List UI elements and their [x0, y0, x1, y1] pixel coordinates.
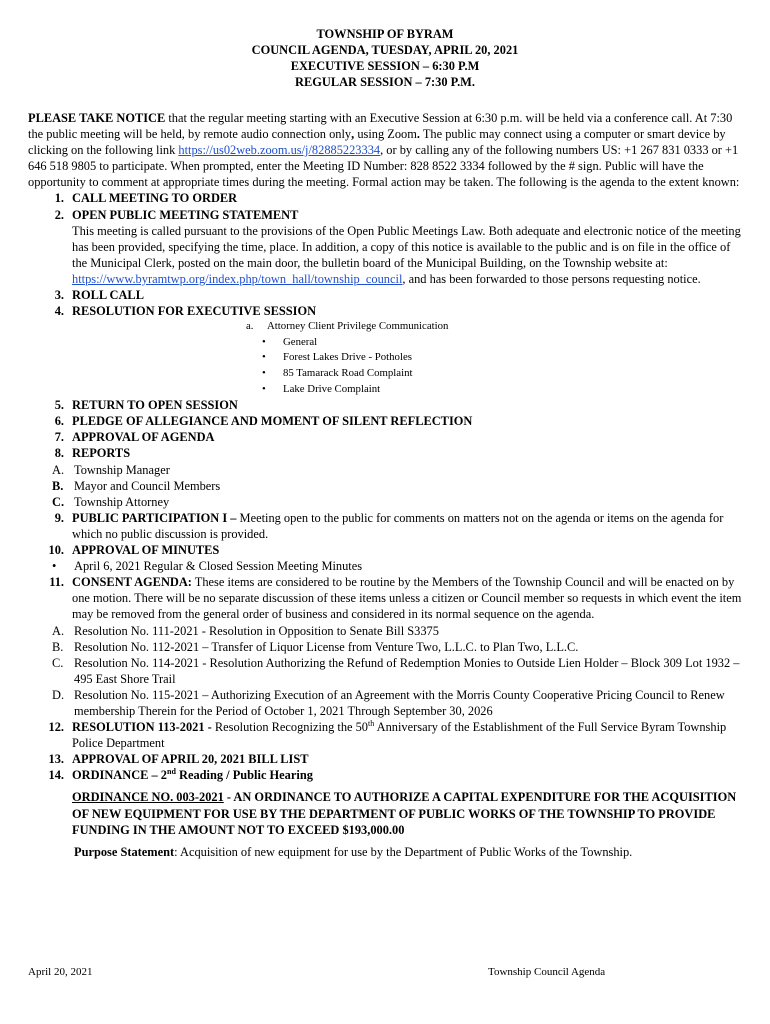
item-title: APPROVAL OF AGENDA: [72, 430, 215, 445]
consent-entry: [28, 639, 744, 655]
purpose-text: : Acquisition of new equipment for use by the Department of Public Works of the Township.: [174, 844, 633, 859]
consent-title: Resolution No. 114-2021 - Resolution Authorizing the Refund of Redemption Monies to Outside Lien Holder – Block 309 Lot 1932 – 495 East Shore Trail: [74, 655, 740, 686]
opma-text-2: , and has been forwarded to those persons requesting notice.: [402, 271, 701, 286]
notice-text-3: , or by calling any of the following numbers US: +1 267 831 0333 or +1 646 518 9805 to participate. When prompted, enter the Meeting ID Number: 828 8522 3334 followed by the # sign. Public will have the opportunity to comment at appropriate times during the meeting. Formal action may be taken. The following is the agenda to the extent known:: [28, 143, 740, 190]
page-footer: [28, 964, 744, 980]
agenda-items: [28, 190, 744, 859]
ordinance-number: ORDINANCE NO. 003-2021: [72, 790, 224, 805]
consent-letter: C.: [52, 655, 64, 670]
item-number: 9.: [54, 510, 64, 525]
item-title: RESOLUTION 113-2021 -: [72, 720, 215, 735]
agenda-item-3: [28, 287, 744, 303]
exec-topic: • Lake Drive Complaint: [260, 382, 744, 398]
item-number: 12.: [48, 720, 64, 735]
report-entry: [28, 462, 744, 478]
report-letter: A.: [52, 462, 65, 477]
township-title: TOWNSHIP OF BYRAM: [316, 27, 454, 41]
report-title: Township Manager: [74, 462, 170, 477]
report-letter: C.: [52, 494, 65, 509]
report-title: Mayor and Council Members: [74, 478, 221, 493]
ordinance-heading: [72, 789, 744, 837]
township-council-link[interactable]: https://www.byramtwp.org/index.php/town_hall/township_council: [72, 271, 403, 286]
agenda-item-13: [28, 751, 744, 767]
exec-topic: • 85 Tamarack Road Complaint: [260, 366, 744, 382]
item-title: PLEDGE OF ALLEGIANCE AND MOMENT OF SILENT REFLECTION: [72, 414, 473, 429]
report-entry: [28, 494, 744, 510]
item-title: CONSENT AGENDA:: [72, 575, 192, 590]
item-title: APPROVAL OF MINUTES: [72, 543, 220, 558]
agenda-body: [28, 110, 744, 860]
item-number: 13.: [48, 752, 64, 767]
item-title: ROLL CALL: [72, 288, 144, 303]
item-body: Meeting open to the public for comments on matters not on the agenda or items on the agenda for which no public discussion is provided.: [72, 510, 724, 541]
consent-letter: D.: [52, 687, 65, 702]
consent-list: [28, 623, 744, 720]
item-body: These items are considered to be routine by the Members of the Township Council and will be enacted on by one motion. There will be no separate discussion of these items unless a citizen or Council member so requests in which event the item may be removed from the general order of business and considered in its normal sequence on the agenda.: [72, 575, 742, 622]
exec-subitem-title: Attorney Client Privilege Communication: [267, 320, 449, 333]
agenda-item-11: [28, 574, 744, 719]
item-title: PUBLIC PARTICIPATION I –: [72, 510, 240, 525]
agenda-item-4: [28, 303, 744, 397]
notice-text-1: that the regular meeting starting with an Executive Session at 6:30 p.m. will be held via a conference call. At 7:30 the public meeting will be held, by remote audio connection only: [28, 111, 733, 142]
consent-letter: A.: [52, 623, 65, 638]
agenda-item-12: [28, 719, 744, 751]
purpose-label: Purpose Statement: [74, 844, 175, 859]
ordinal-suffix: th: [368, 718, 375, 728]
item-title-a: ORDINANCE – 2: [72, 768, 167, 783]
item-number: 3.: [54, 288, 64, 303]
notice-lead: PLEASE TAKE NOTICE: [28, 111, 166, 125]
reports-list: [28, 462, 744, 510]
minutes-entry: • April 6, 2021 Regular & Closed Session Meeting Minutes: [28, 558, 744, 574]
ordinal-suffix: nd: [167, 767, 176, 777]
item-title: RETURN TO OPEN SESSION: [72, 398, 238, 413]
agenda-header: [0, 26, 770, 90]
opma-text-1: This meeting is called pursuant to the provisions of the Open Public Meetings Law. Both adequate and electronic notice of the meeting has been provided, specifying the time, place. In addition, a copy of this notice is available to the public and is on file in the office of the Municipal Clerk, posted on the main door, the bulletin board of the Municipal Building, on the Township website at:: [72, 223, 741, 270]
report-letter: B.: [52, 478, 64, 493]
report-title: Township Attorney: [74, 494, 170, 509]
public-notice: [28, 110, 744, 190]
item-number: 4.: [54, 304, 64, 319]
notice-zoom-text: using Zoom: [357, 127, 417, 142]
item-body-a: Resolution Recognizing the 50: [214, 720, 368, 735]
consent-letter: B.: [52, 639, 64, 654]
notice-comma: ,: [351, 127, 358, 142]
item-number: 7.: [54, 430, 64, 445]
exec-subitem: [246, 319, 744, 335]
regular-session-time: REGULAR SESSION – 7:30 P.M.: [295, 75, 475, 90]
agenda-item-2: [28, 207, 744, 287]
item-title: RESOLUTION FOR EXECUTIVE SESSION: [72, 304, 317, 319]
consent-entry: [28, 687, 744, 719]
item-number: 6.: [54, 414, 64, 429]
agenda-item-7: [28, 429, 744, 445]
item-number: 2.: [54, 207, 64, 222]
item-title-b: Reading / Public Hearing: [175, 768, 313, 783]
item-title: REPORTS: [72, 446, 131, 461]
ordinance-title: - AN ORDINANCE TO AUTHORIZE A CAPITAL EXPENDITURE FOR THE ACQUISITION OF NEW EQUIPMENT FOR USE BY THE DEPARTMENT OF PUBLIC WORKS OF THE TOWNSHIP TO PROVIDE FUNDING IN THE AMOUNT NOT TO EXCEED $193,000.00: [72, 790, 737, 837]
item-number: 11.: [49, 575, 64, 590]
footer-title: Township Council Agenda: [488, 966, 606, 978]
agenda-item-8: [28, 445, 744, 509]
agenda-date-title: COUNCIL AGENDA, TUESDAY, APRIL 20, 2021: [251, 43, 519, 58]
item-number: 10.: [48, 543, 64, 558]
notice-text-2: The public may connect using a computer or smart device by clicking on the following link: [28, 127, 726, 158]
agenda-item-1: [28, 190, 744, 206]
item-number: 1.: [54, 191, 64, 206]
item-number: 14.: [48, 768, 64, 783]
report-entry: [28, 478, 744, 494]
item-title: APPROVAL OF APRIL 20, 2021 BILL LIST: [72, 752, 309, 767]
opma-statement: [72, 223, 744, 287]
consent-title: Resolution No. 111-2021 - Resolution in Opposition to Senate Bill S3375: [74, 623, 439, 638]
zoom-meeting-link[interactable]: https://us02web.zoom.us/j/82885223334: [178, 143, 381, 158]
consent-title: Resolution No. 112-2021 – Transfer of Liquor License from Venture Two, L.L.C. to Plan Two, L.L.C.: [74, 639, 579, 654]
consent-title: Resolution No. 115-2021 – Authorizing Execution of an Agreement with the Morris County Cooperative Pricing Council to Renew membership Therein for the Period of October 1, 2021 Through September 30, 2026: [74, 687, 725, 718]
consent-entry: [28, 655, 744, 687]
item-title: OPEN PUBLIC MEETING STATEMENT: [72, 207, 299, 222]
consent-entry: [28, 623, 744, 639]
agenda-item-10: [28, 542, 744, 574]
footer-date: April 20, 2021: [28, 966, 93, 978]
notice-period: .: [416, 127, 420, 142]
agenda-item-14: [28, 767, 744, 859]
exec-topic: • General: [260, 335, 744, 351]
agenda-item-5: [28, 397, 744, 413]
exec-subitem-letter: a.: [246, 320, 254, 333]
item-title: CALL MEETING TO ORDER: [72, 191, 238, 206]
purpose-statement: [28, 844, 744, 860]
item-number: 8.: [54, 446, 64, 461]
exec-topic: • Forest Lakes Drive - Potholes: [260, 350, 744, 366]
agenda-item-6: [28, 413, 744, 429]
item-number: 5.: [54, 398, 64, 413]
item-body-b: Anniversary of the Establishment of the Full Service Byram Township Police Department: [72, 720, 727, 751]
executive-session-topics: [246, 319, 744, 397]
agenda-item-9: [28, 510, 744, 542]
executive-session-time: EXECUTIVE SESSION – 6:30 P.M: [290, 59, 480, 74]
